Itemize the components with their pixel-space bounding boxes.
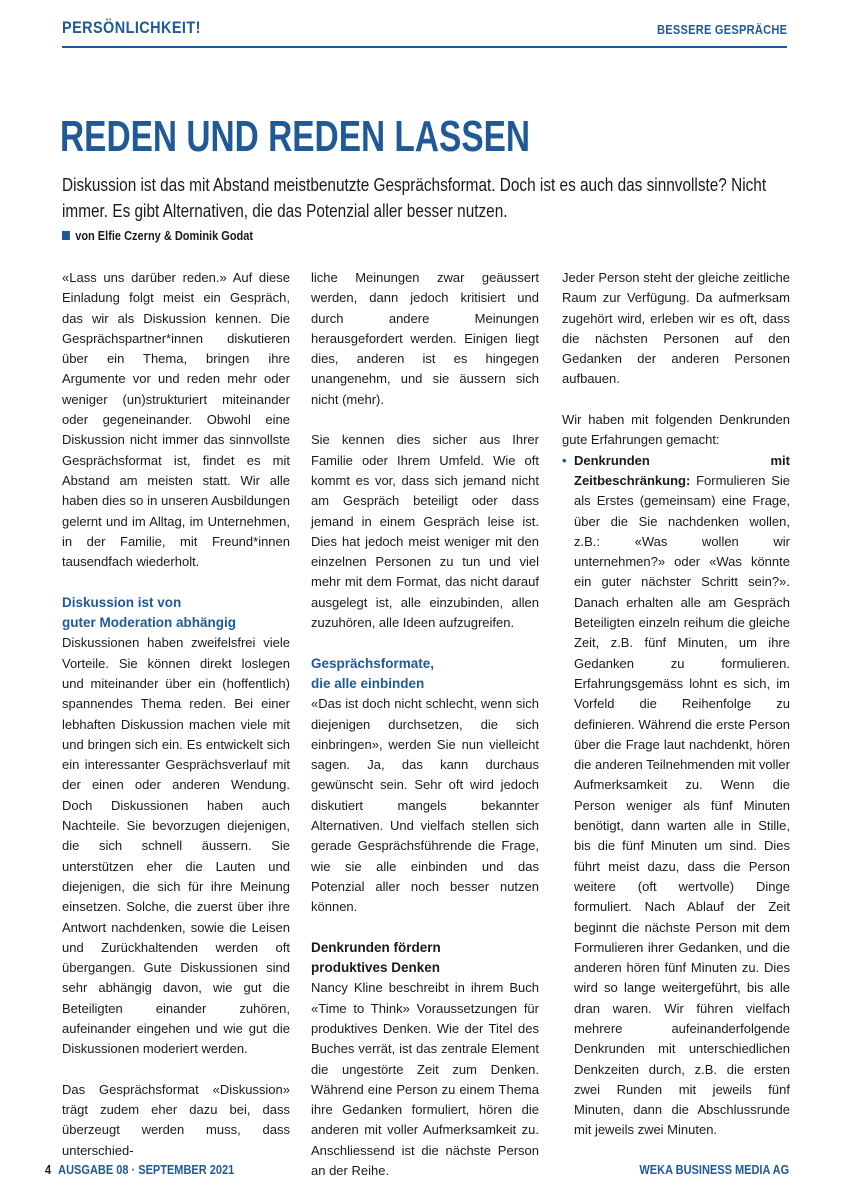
square-bullet-icon xyxy=(62,231,70,240)
paragraph: Das Gesprächsformat «Diskussion» trägt zudem eher dazu bei, dass überzeugt werden muss, dass unterschied- xyxy=(62,1081,290,1158)
footer-publisher: WEKA BUSINESS MEDIA AG xyxy=(639,1163,789,1177)
paragraph: Wir haben mit folgenden Denkrunden gute Erfahrungen gemacht: xyxy=(562,412,790,448)
bullet-icon: • xyxy=(562,452,567,468)
subheading-line: produktives Denken xyxy=(311,960,441,976)
footer-issue xyxy=(45,1163,234,1177)
paragraph: liche Meinungen zwar geäussert werden, dann jedoch kritisiert und durch andere Meinungen herausgefordert werden. Einigen liegt dies, anderen ist es hingegen unangenehm, und sie äussern sich nicht (mehr). xyxy=(311,270,539,407)
paragraph: Jeder Person steht der gleiche zeitliche Raum zur Verfügung. Da aufmerksam zugehört wird, erleben wir es oft, dass die nächsten Personen auf den Gedanken der anderen Personen aufbauen. xyxy=(562,270,790,387)
column-2 xyxy=(311,268,539,1181)
subheading-line: die alle einbinden xyxy=(311,675,425,691)
bullet-text: Formulieren Sie als Erstes (gemeinsam) eine Frage, über die Sie nachdenken wollen, z.B.: «Was wollen wir unternehmen?» oder «Was könnte ein guter nächster Schritt sein?». Danach erhalten alle am Gespräch Beteiligten einzeln reihum die gleiche Zeit, z.B. fünf Minuten, um ihre Gedanken zu formulieren. Erfahrungsgemäss lohnt es sich, im Vorfeld die Reihenfolge zu definieren. Während die erste Person über die Frage laut nachdenkt, hören die anderen Teilnehmenden mit voller Aufmerksamkeit zu. Wenn die Person weniger als fünf Minuten benötigt, dann warten alle in Stille, bis die fünf Minuten um sind. Dies führt meist dazu, dass die Person weitere (oft wertvolle) Dinge formuliert. Nach Ablauf der Zeit beginnt die nächste Person mit dem Formulieren ihrer Gedanken, und die anderen hören fünf Minuten zu. Dies wird so lange weitergeführt, bis alle dran waren. Wir führen vielfach mehrere aufeinanderfolgende Denkrunden mit unterschiedlichen Denkzeiten durch, z.B. die ersten zwei Runden mit jeweils fünf Minuten, dann die Abschlussrunde mit jeweils zwei Minuten. xyxy=(574,472,790,1138)
paragraph: Diskussionen haben zweifelsfrei viele Vorteile. Sie können direkt loslegen und miteinander über ein (hoffentlich) spannendes Thema reden. Bei einer lebhaften Diskussion machen viele mit und bringen sich ein. Es entwickelt sich ein interessanter Gesprächsverlauf mit der einen oder anderen Wendung. Doch Diskussionen haben auch Nachteile. Sie bevorzugen diejenigen, die sich schnell äussern. Sie unterstützen eher die Lauten und diejenigen, die sich für ihre Meinung einsetzen. Solche, die zuerst über ihre Antwort nachdenken, sowie die Leisen und Zurückhaltenden werden oft übergangen. Gute Diskussionen sind sehr abhängig davon, wie gut die Beteiligten einander zuhören, aufeinander eingehen und wie gut die Diskussionen moderiert werden. xyxy=(62,635,290,1057)
subheading-line: guter Moderation abhängig xyxy=(62,615,236,631)
subheading-line: Diskussion ist von xyxy=(62,594,182,610)
topic-label: BESSERE GESPRÄCHE xyxy=(656,22,787,37)
subheading xyxy=(62,593,290,634)
article-lead: Diskussion ist das mit Abstand meistbenutzte Gesprächsformat. Doch ist es auch das sinnvollste? Nicht immer. Es gibt Alternativen, die das Potenzial aller besser nutzen. xyxy=(62,174,767,221)
paragraph: Sie kennen dies sicher aus Ihrer Familie oder Ihrem Umfeld. Wie oft kommt es vor, dass sich jemand nicht am Gespräch beteiligt oder dass jemand in einem Gespräch leise ist. Dies hat jedoch meist weniger mit den einzelnen Personen zu tun und viel mehr mit dem Format, das nicht darauf ausgelegt ist, alle einzubinden, allen zuzuhören, alle Ideen aufzugreifen. xyxy=(311,432,539,631)
bullet-title: Denkrunden mit Zeitbeschränkung: xyxy=(574,452,790,488)
paragraph: «Lass uns darüber reden.» Auf diese Einladung folgt meist ein Gespräch, das wir als Diskussion kennen. Die Gesprächspartner*innen diskutieren über ein Thema, bringen ihre Argumente vor und reden mehr oder weniger (un)strukturiert miteinander oder gegeneinander. Obwohl eine Diskussion nicht immer das sinnvollste Gesprächsformat ist, findet es mit Abstand am meisten statt. Wir alle haben dies so in unseren Ausbildungen gelernt und im Alltag, im Unternehmen, in der Familie, mit Freund*innen tausendfach wiederholt. xyxy=(62,270,290,570)
issue-label: AUSGABE 08 · SEPTEMBER 2021 xyxy=(58,1163,235,1177)
article-title: REDEN UND REDEN LASSEN xyxy=(60,112,531,161)
section-label: PERSÖNLICHKEIT! xyxy=(62,18,201,37)
subheading xyxy=(311,654,539,695)
subheading-line: Gesprächsformate, xyxy=(311,655,435,671)
column-1 xyxy=(62,268,290,1161)
subheading xyxy=(311,938,539,979)
paragraph: «Das ist doch nicht schlecht, wenn sich diejenigen durchsetzen, die sich einbringen», werden Sie nun vielleicht sagen. Ja, das kann durchaus gewünscht sein. Sehr oft wird jedoch diskutiert mangels bekannter Alternativen. Und vielfach stellen sich gerade Gesprächsführende die Frage, wie sie alle einbinden und das Potenzial aller noch besser nutzen können. xyxy=(311,696,539,915)
column-3 xyxy=(562,268,790,1141)
subheading-line: Denkrunden fördern xyxy=(311,939,441,955)
page-number: 4 xyxy=(45,1163,52,1177)
bullet-item xyxy=(562,451,790,1141)
byline-text: von Elfie Czerny & Dominik Godat xyxy=(75,229,254,243)
byline xyxy=(62,229,414,243)
header-rule xyxy=(62,46,787,48)
paragraph: Nancy Kline beschreibt in ihrem Buch «Time to Think» Voraussetzungen für produktives Denken. Wie der Titel des Buches verrät, ist das zentrale Element die ungestörte Zeit zum Denken. Während eine Person zu einem Thema ihre Gedanken formuliert, hören die anderen mit voller Aufmerksamkeit zu. Anschliessend ist die nächste Person an der Reihe. xyxy=(311,980,539,1179)
